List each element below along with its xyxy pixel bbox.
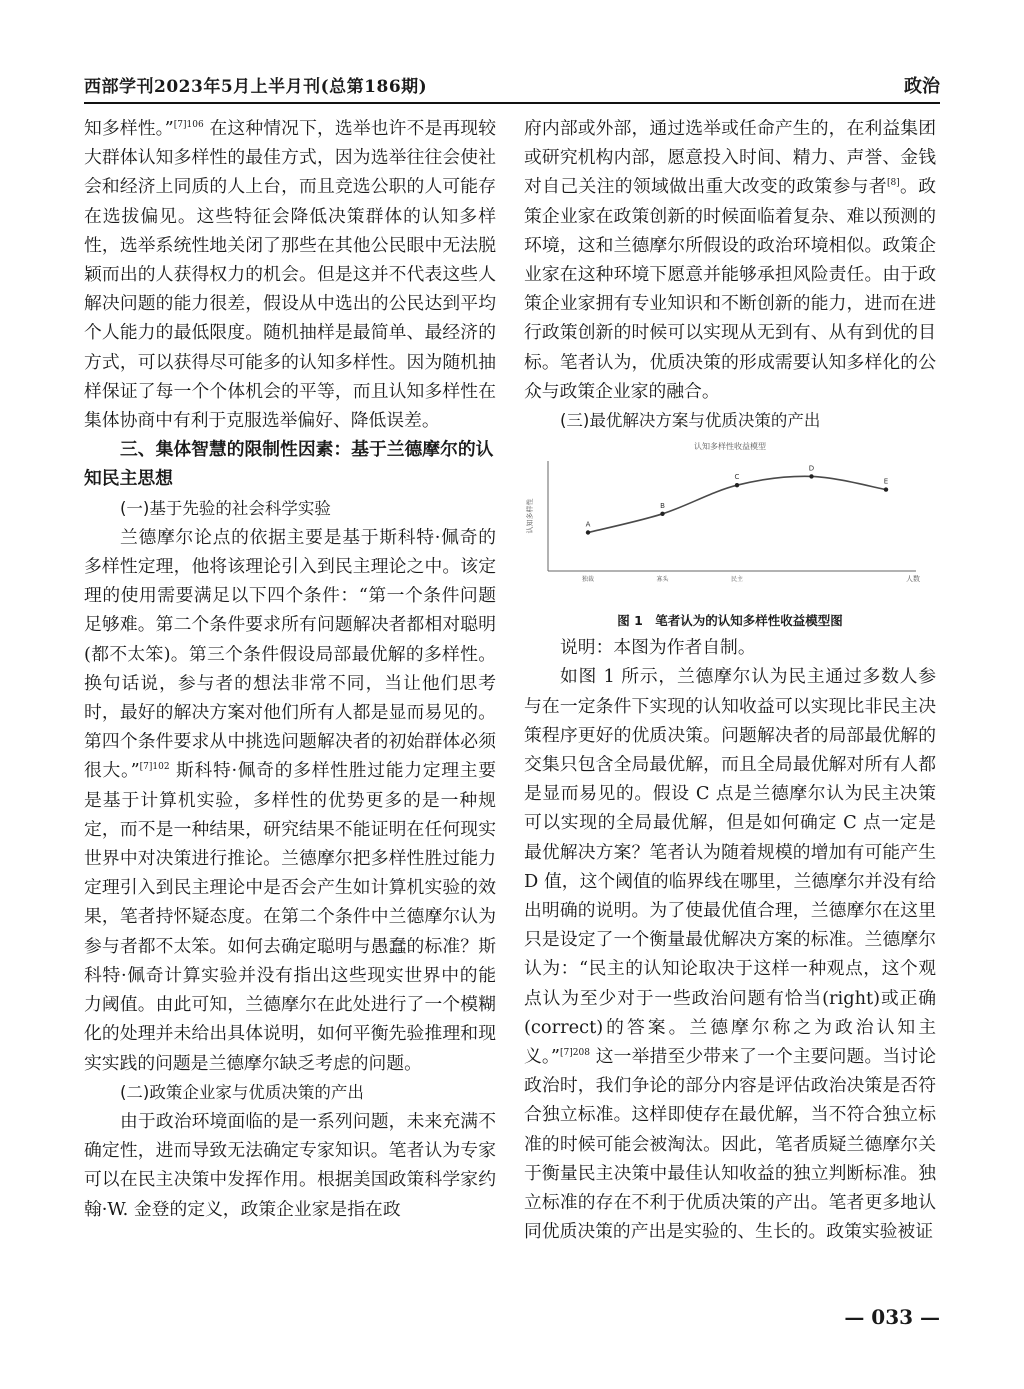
point-label: D xyxy=(808,464,815,473)
chart-svg xyxy=(524,439,936,599)
section-heading: 三、集体智慧的限制性因素：基于兰德摩尔的认知民主思想 xyxy=(84,439,494,490)
citation: [7]208 xyxy=(560,1048,590,1059)
x-tick-label: 民主 xyxy=(730,576,744,584)
journal-title: 西部学刊2023年5月上半月刊(总第186期) xyxy=(84,77,428,97)
data-point xyxy=(809,474,813,478)
paragraph xyxy=(524,114,936,406)
figure-caption: 图 1 笔者认为的认知多样性收益模型图 xyxy=(617,613,843,629)
citation: [7]102 xyxy=(139,762,170,773)
paragraph xyxy=(84,523,496,1078)
subsection-heading: (三)最优解决方案与优质决策的产出 xyxy=(560,411,821,431)
text-span: 府内部或外部，通过选举或任命产生的，在利益集团或研究机构内部，愿意投入时间、精力、声誉、金钱对自己关注的领域做出重大改变的政策参与者 xyxy=(524,118,936,198)
header-rule xyxy=(84,102,940,104)
text-span: 知多样性。” xyxy=(84,118,174,139)
paragraph: 由于政治环境面临的是一系列问题，未来充满不确定性，进而导致无法确定专家知识。笔者认为专家可以在民主决策中发挥作用。根据美国政策科学家约翰·W. 金登的定义，政策企业家是指在政 xyxy=(84,1110,496,1220)
point-label: C xyxy=(734,473,740,482)
subsection-heading: (一)基于先验的社会科学实验 xyxy=(120,498,331,518)
point-label: B xyxy=(660,502,665,511)
page-header xyxy=(84,72,940,100)
x-tick-label: 独裁 xyxy=(581,576,595,584)
data-point xyxy=(586,531,590,535)
subsection-heading: (二)政策企业家与优质决策的产出 xyxy=(120,1082,364,1102)
text-span: 如图 1 所示，兰德摩尔认为民主通过多数人参与在一定条件下实现的认知收益可以实现比非民主决策程序更好的优质决策。问题解决者的局部最优解的交集只包含全局最优解，而且全局最优解对所有人都是显而易见的。假设 C 点是兰德摩尔认为民主决策可以实现的全局最优解，但是如何确定 C 点一定是最优解决方案？笔者认为随着规模的增加有可能产生 D 值，这个阈值的临界线在哪里，兰德摩尔并没有给出明确的说明。为了使最优值合理，兰德摩尔在这里只是设定了一个衡量最优解决方案的标准。兰德摩尔认为：“民主的认知论取决于这样一种观点，这个观点认为至少对于一些政治问题有恰当(right)或正确(correct)的答案。兰德摩尔称之为政治认知主义。” xyxy=(524,666,936,1068)
data-point xyxy=(735,483,739,487)
text-span: 这一举措至少带来了一个主要问题。当讨论政治时，我们争论的部分内容是评估政治决策是否符合独立标准。这样即使存在最优解，当不符合独立标准的时候可能会被淘汰。因此，笔者质疑兰德摩尔关于衡量民主决策中最佳认知收益的独立判断标准。独立标准的存在不利于优质决策的产出。笔者更多地认同优质决策的产出是实验的、生长的。政策实验被证 xyxy=(524,1046,936,1243)
chart-title: 认知多样性收益模型 xyxy=(694,442,766,452)
text-span: 斯科特·佩奇的多样性胜过能力定理主要是基于计算机实验，多样性的优势更多的是一种规定，而不是一种结果，研究结果不能证明在任何现实世界中对决策进行推论。兰德摩尔把多样性胜过能力定理引入到民主理论中是否会产生如计算机实验的效果，笔者持怀疑态度。在第二个条件中兰德摩尔认为参与者都不太笨。如何去确定聪明与愚蠢的标准？斯科特·佩奇计算实验并没有指出这些现实世界中的能力阈值。由此可知，兰德摩尔在此处进行了一个模糊化的处理并未给出具体说明，如何平衡先验推理和现实实践的问题是兰德摩尔缺乏考虑的问题。 xyxy=(84,760,496,1074)
text-span: 在这种情况下，选举也许不是再现较大群体认知多样性的最佳方式，因为选举往往会使社会和经济上同质的人上台，而且竞选公职的人可能存在选拔偏见。这些特征会降低决策群体的认知多样性，选举系统性地关闭了那些在其他公民眼中无法脱颖而出的人获得权力的机会。但是这并不代表这些人解决问题的能力很差，假设从中选出的公民达到平均个人能力的最低限度。随机抽样是最简单、最经济的方式，可以获得尽可能多的认知多样性。因为随机抽样保证了每一个个体机会的平等，而且认知多样性在集体协商中有利于克服选举偏好、降低误差。 xyxy=(84,118,497,432)
figure-chart xyxy=(524,439,936,609)
text-span: 兰德摩尔论点的依据主要是基于斯科特·佩奇的多样性定理，他将该理论引入到民主理论之中。该定理的使用需要满足以下四个条件：“第一个条件问题足够难。第二个条件要求所有问题解决者都相对聪明(都不太笨)。第三个条件假设局部最优解的多样性。换句话说，参与者的想法非常不同，当让他们思考时，最好的解决方案对他们所有人都是显而易见的。第四个条件要求从中挑选问题解决者的初始群体必须很大。” xyxy=(84,526,496,782)
point-label: E xyxy=(883,477,889,486)
data-point xyxy=(660,512,664,516)
citation: [8] xyxy=(886,178,900,189)
x-axis-label: 人数 xyxy=(906,575,920,584)
y-axis-label: 认知多样性 xyxy=(526,498,534,534)
point-label: A xyxy=(585,520,591,529)
figure-note: 说明：本图为作者自制。 xyxy=(560,637,756,659)
paragraph xyxy=(84,114,496,435)
paragraph xyxy=(524,662,936,1246)
data-point xyxy=(884,488,888,492)
text-span: 。政策企业家在政策创新的时候面临着复杂、难以预测的环境，这和兰德摩尔所假设的政治环境相似。政策企业家在这种环境下愿意并能够承担风险责任。由于政策企业家拥有专业知识和不断创新的能力，进而在进行政策创新的时候可以实现从无到有、从有到优的目标。笔者认为，优质决策的形成需要认知多样化的公众与政策企业家的融合。 xyxy=(524,176,936,402)
page-number: — 033 — xyxy=(844,1305,940,1329)
citation: [7]106 xyxy=(173,120,204,131)
x-tick-label: 寡头 xyxy=(656,576,669,584)
right-column xyxy=(524,114,936,1247)
left-column xyxy=(84,114,496,1224)
section-label: 政治 xyxy=(904,76,940,97)
